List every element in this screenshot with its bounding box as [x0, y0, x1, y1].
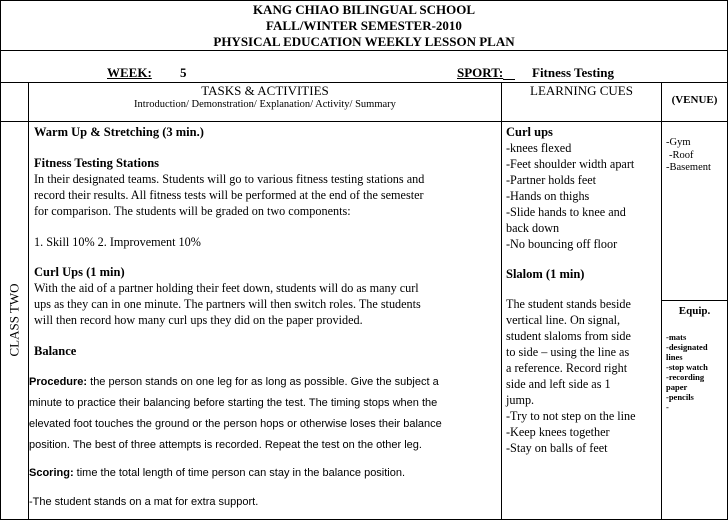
tasks-header-subtitle: Introduction/ Demonstration/ Explanation/ Activity/ Summary	[134, 99, 396, 110]
support-note: -The student stands on a mat for extra support.	[29, 496, 259, 508]
cue-item: -Slide hands to knee and	[506, 205, 626, 219]
stations-line: record their results. All fitness tests will be performed at the end of the semester	[34, 188, 424, 202]
cue-item: -Partner holds feet	[506, 173, 597, 187]
cue-item: -Feet shoulder width apart	[506, 157, 635, 171]
cue-item: -knees flexed	[506, 141, 572, 155]
class-label: CLASS TWO	[6, 283, 22, 357]
tasks-header-title: TASKS & ACTIVITIES	[201, 83, 329, 98]
border-top	[0, 0, 728, 1]
sport-underline	[503, 79, 515, 80]
tasks-column-divider	[501, 82, 502, 520]
venue-list	[666, 137, 726, 175]
class-label-cell	[1, 121, 28, 519]
cues-column-divider	[661, 82, 662, 520]
equip-item: -pencils	[666, 392, 694, 402]
venue-item: -Gym	[666, 137, 691, 148]
slalom-line: to side – using the line as	[506, 345, 630, 359]
venue-item: -Basement	[666, 162, 711, 173]
equip-heading: Equip.	[678, 305, 711, 317]
procedure-line: elevated foot touches the ground or the person hops or otherwise loses their balance	[29, 418, 442, 430]
header-divider	[0, 50, 728, 51]
venue-item: -Roof	[669, 149, 694, 161]
procedure-line: minute to practice their balancing before starting the test. The timing stops when the	[29, 397, 438, 409]
slalom-line: student slaloms from side	[506, 329, 631, 343]
cue-item: -No bouncing off floor	[506, 237, 618, 251]
curlups-line: will then record how many curl ups they did on the paper provided.	[34, 313, 363, 327]
procedure-line: the person stands on one leg for as long as possible. Give the subject a	[87, 376, 439, 388]
procedure-line: position. The best of three attempts is recorded. Repeat the test on the other leg.	[29, 439, 422, 451]
border-bottom	[0, 519, 728, 520]
equip-item: lines	[666, 352, 683, 362]
slalom-line: jump.	[506, 393, 535, 407]
cues-header-title: LEARNING CUES	[530, 83, 633, 98]
semester-title: FALL/WINTER SEMESTER-2010	[266, 18, 462, 33]
columns-bottom-rule	[0, 121, 728, 122]
equip-list	[666, 332, 726, 412]
equip-item: -mats	[666, 332, 687, 342]
curlups-heading: Curl Ups (1 min)	[34, 265, 125, 279]
warmup-heading: Warm Up & Stretching (3 min.)	[34, 125, 204, 139]
tasks-content	[34, 124, 498, 359]
stations-line: for comparison. The students will be graded on two components:	[34, 204, 351, 218]
slalom-line: vertical line. On signal,	[506, 313, 621, 327]
week-value: 5	[180, 65, 187, 80]
cues-content	[506, 124, 660, 456]
stations-line: In their designated teams. Students will go to various fitness testing stations and	[34, 172, 425, 186]
cues-slalom-heading: Slalom (1 min)	[506, 267, 585, 281]
equip-item: -	[666, 402, 669, 412]
curlups-line: ups as they can in one minute. The partners will then switch roles. The students	[34, 297, 421, 311]
school-name: KANG CHIAO BILINGUAL SCHOOL	[252, 2, 476, 17]
cue-item: back down	[506, 221, 560, 235]
slalom-line: side and left side as 1	[506, 377, 611, 391]
slalom-item: -Try to not step on the line	[506, 409, 636, 423]
stations-heading: Fitness Testing Stations	[34, 156, 160, 170]
venue-header-title: (VENUE)	[671, 94, 718, 106]
slalom-item: -Stay on balls of feet	[506, 441, 608, 455]
equip-item: -designated	[666, 342, 708, 352]
slalom-line: The student stands beside	[506, 297, 631, 311]
week-label: WEEK:	[107, 65, 152, 80]
slalom-item: -Keep knees together	[506, 425, 610, 439]
equip-item: -recording	[666, 372, 705, 382]
cues-curlups-heading: Curl ups	[506, 125, 553, 139]
balance-procedure	[29, 372, 499, 513]
curlups-line: With the aid of a partner holding their feet down, students will do as many curl	[34, 281, 419, 295]
scoring-text: time the total length of time person can stay in the balance position.	[73, 467, 406, 479]
sport-value: Fitness Testing	[532, 65, 614, 80]
sport-label: SPORT:	[457, 65, 504, 80]
equip-item: -stop watch	[666, 362, 708, 372]
balance-heading: Balance	[34, 344, 77, 358]
plan-title: PHYSICAL EDUCATION WEEKLY LESSON PLAN	[213, 34, 515, 49]
scoring-label: Scoring:	[29, 467, 74, 479]
cue-item: -Hands on thighs	[506, 189, 590, 203]
grading-text: 1. Skill 10% 2. Improvement 10%	[34, 235, 201, 249]
procedure-label: Procedure:	[29, 376, 88, 388]
equip-item: paper	[666, 382, 688, 392]
venue-equip-divider	[661, 300, 728, 301]
slalom-line: a reference. Record right	[506, 361, 628, 375]
